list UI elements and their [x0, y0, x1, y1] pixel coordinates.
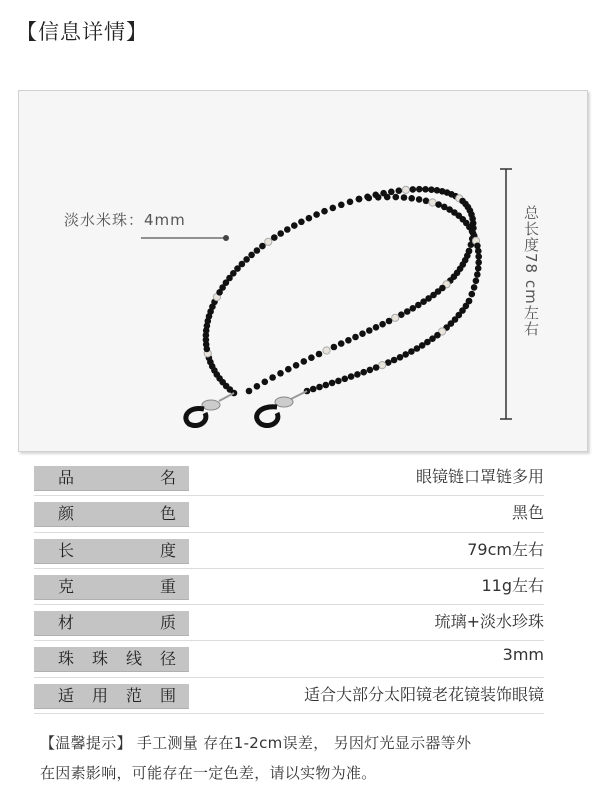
- row-divider: [34, 640, 544, 641]
- spec-label: [34, 502, 189, 527]
- pearl-bead: [429, 199, 436, 206]
- pearl-size-label: 淡水米珠：4mm: [64, 211, 186, 229]
- glass-bead: [313, 211, 320, 218]
- glass-bead: [373, 324, 380, 331]
- bead-chain-illustration: [19, 91, 587, 451]
- glass-bead: [384, 194, 391, 201]
- spec-row: [34, 643, 544, 679]
- glass-bead: [285, 366, 292, 373]
- spec-value: 黑色: [511, 503, 544, 523]
- glass-bead: [402, 351, 409, 358]
- glass-bead: [373, 364, 380, 371]
- spec-label-char: 色: [160, 504, 177, 524]
- pearl-bead: [392, 314, 399, 321]
- glass-bead: [271, 234, 278, 241]
- glass-bead: [356, 196, 363, 203]
- glass-bead: [277, 230, 284, 237]
- glass-bead: [291, 222, 298, 229]
- tip-line-1: 【温馨提示】 手工测量 存在1-2cm误差， 另因灯光显示器等外: [40, 734, 472, 752]
- glass-bead: [316, 351, 323, 358]
- glass-bead: [408, 195, 415, 202]
- spec-value: 11g左右: [481, 575, 544, 595]
- spec-value: 眼镜链口罩链多用: [415, 467, 544, 486]
- spec-label: [34, 647, 189, 672]
- glass-bead: [410, 186, 417, 193]
- glass-bead: [416, 186, 423, 193]
- left-clasp: [186, 393, 234, 426]
- spec-label: [34, 539, 189, 564]
- glass-bead: [308, 354, 315, 361]
- glass-bead: [471, 284, 478, 291]
- spec-label-char: 珠: [58, 649, 75, 669]
- spec-value: 琉璃+淡水珍珠: [434, 612, 544, 632]
- spec-table: [34, 462, 544, 716]
- spec-label: [34, 684, 189, 709]
- glass-bead: [475, 253, 482, 260]
- glass-bead: [379, 321, 386, 328]
- spec-label-char: 颜: [58, 504, 75, 524]
- glass-bead: [262, 379, 269, 386]
- page-title: 【信息详情】: [16, 20, 148, 44]
- glass-bead: [347, 199, 354, 206]
- spec-label-char: 适: [58, 685, 75, 705]
- spec-row: [34, 571, 544, 607]
- tip-line-2: 在因素影响，可能存在一定色差，请以实物为准。: [40, 764, 377, 782]
- glass-bead: [423, 198, 430, 205]
- product-image-frame: [18, 90, 588, 452]
- glass-bead: [321, 208, 328, 215]
- glass-bead: [306, 215, 313, 222]
- glass-bead: [352, 334, 359, 341]
- glass-bead: [335, 378, 342, 385]
- glass-bead: [243, 256, 250, 263]
- tip-note: [40, 728, 560, 788]
- spec-label-char: 围: [160, 685, 177, 705]
- total-length-label: 总长度78 cm左右: [522, 205, 540, 337]
- glass-bead: [415, 302, 422, 309]
- glass-bead: [354, 371, 361, 378]
- row-divider: [34, 604, 544, 605]
- row-divider: [34, 495, 544, 496]
- row-divider: [34, 713, 544, 714]
- glass-bead: [239, 261, 246, 268]
- glass-bead: [338, 202, 345, 209]
- glass-bead: [248, 252, 255, 259]
- spec-label-char: 质: [160, 613, 177, 633]
- glass-bead: [428, 186, 435, 193]
- spec-label-char: 度: [160, 540, 177, 560]
- row-divider: [34, 677, 544, 678]
- glass-bead: [366, 195, 373, 202]
- glass-bead: [293, 362, 300, 369]
- spec-label-char: 克: [58, 576, 75, 596]
- glass-bead: [386, 318, 393, 325]
- glass-bead: [422, 186, 429, 193]
- spec-label-char: 材: [58, 613, 75, 633]
- glass-bead: [401, 194, 408, 201]
- spec-label-char: 名: [160, 468, 177, 487]
- glass-bead: [375, 194, 382, 201]
- glass-bead: [360, 369, 367, 376]
- spec-label-char: 重: [160, 576, 177, 596]
- glass-bead: [331, 344, 338, 351]
- row-divider: [34, 568, 544, 569]
- glass-bead: [348, 373, 355, 380]
- glass-bead: [316, 384, 323, 391]
- glass-bead: [323, 382, 330, 389]
- glass-bead: [397, 354, 404, 361]
- glass-bead: [367, 367, 374, 374]
- glass-bead: [435, 201, 442, 208]
- spec-row: [34, 535, 544, 571]
- spec-value: 79cm左右: [467, 539, 544, 559]
- glass-bead: [277, 370, 284, 377]
- pearl-bead: [265, 238, 272, 245]
- glass-bead: [284, 226, 291, 233]
- glass-bead: [246, 388, 253, 395]
- glass-bead: [408, 348, 415, 355]
- glass-bead: [388, 189, 395, 196]
- spec-value: 适合大部分太阳镜老花镜装饰眼镜: [303, 684, 544, 704]
- glass-bead: [301, 358, 308, 365]
- glass-bead: [391, 357, 398, 364]
- glass-bead: [404, 308, 411, 315]
- spec-label-char: 径: [160, 649, 177, 669]
- glass-bead: [475, 259, 482, 266]
- glass-bead: [254, 247, 261, 254]
- glass-bead: [393, 194, 400, 201]
- spec-label: [34, 575, 189, 600]
- glass-bead: [310, 386, 317, 393]
- glass-bead: [269, 374, 276, 381]
- pearl-bead: [402, 186, 409, 193]
- glass-bead: [342, 376, 349, 383]
- spec-label-char: 线: [126, 649, 143, 669]
- glass-bead: [474, 271, 481, 278]
- spec-row: [34, 462, 544, 498]
- row-divider: [34, 532, 544, 533]
- glass-bead: [469, 291, 476, 298]
- pearl-bead: [379, 362, 386, 369]
- glass-bead: [396, 187, 403, 194]
- right-clasp: [257, 391, 307, 426]
- spec-label-char: 长: [58, 540, 75, 560]
- glass-bead: [254, 383, 261, 390]
- spec-value: 3mm: [502, 645, 544, 665]
- glass-bead: [475, 265, 482, 272]
- glass-bead: [330, 205, 337, 212]
- glass-bead: [410, 305, 417, 312]
- spec-row: [34, 498, 544, 534]
- glass-bead: [359, 330, 366, 337]
- spec-label-char: 珠: [92, 649, 109, 669]
- spec-label-char: 范: [126, 685, 143, 705]
- glass-bead: [416, 196, 423, 203]
- spec-label-char: 用: [92, 685, 109, 705]
- glass-bead: [366, 327, 373, 334]
- spec-row: [34, 607, 544, 643]
- glass-bead: [329, 380, 336, 387]
- spec-label-char: 品: [58, 468, 75, 487]
- spec-label: [34, 611, 189, 636]
- pearl-bead: [323, 347, 330, 354]
- spec-label: [34, 466, 189, 491]
- spec-row: [34, 680, 544, 716]
- glass-bead: [345, 337, 352, 344]
- glass-bead: [473, 278, 480, 285]
- glass-bead: [298, 219, 305, 226]
- glass-bead: [338, 340, 345, 347]
- glass-bead: [259, 243, 266, 250]
